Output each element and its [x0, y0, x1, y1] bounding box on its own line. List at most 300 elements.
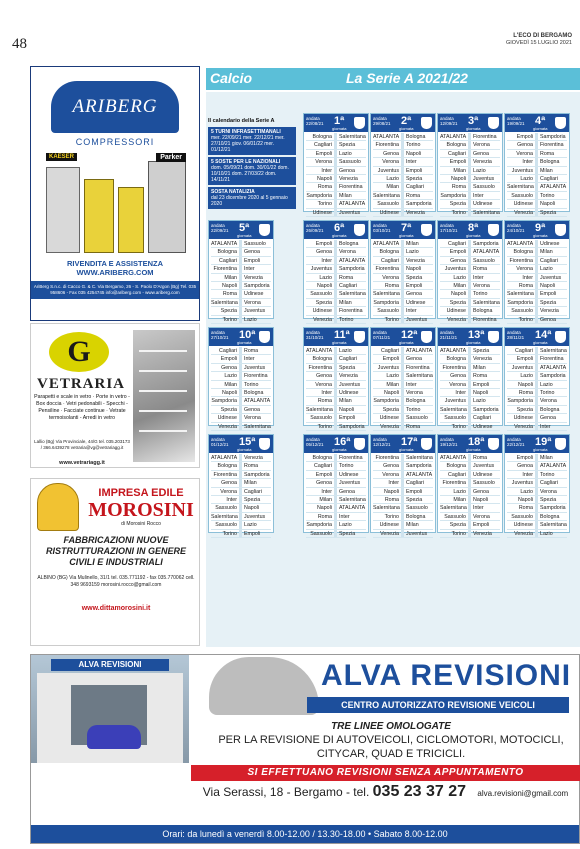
- fixture-row: [373, 200, 433, 208]
- fixture-row: [440, 248, 500, 256]
- away-team: Genoa: [540, 415, 556, 422]
- away-team: Cagliari: [339, 356, 357, 363]
- fixture-row: [306, 167, 366, 175]
- home-team: Verona: [516, 266, 533, 273]
- home-team: Venezia: [218, 423, 237, 430]
- giornata-label: giornata: [399, 233, 414, 238]
- fixture-row: [507, 355, 567, 363]
- away-team: Empoli: [406, 282, 423, 289]
- home-team: Roma: [222, 291, 237, 298]
- team-crest-icon: [555, 331, 566, 343]
- fixture-row: [440, 381, 500, 389]
- home-team: Roma: [384, 282, 399, 289]
- away-team: Cagliari: [406, 480, 424, 487]
- giornata-label: giornata: [533, 447, 548, 452]
- giornata-label: giornata: [533, 233, 548, 238]
- away-team: Juventus: [244, 513, 266, 520]
- matchday-date: andata 12/09/21: [440, 116, 458, 126]
- matchday-header: [304, 114, 368, 132]
- away-team: Empoli: [406, 167, 423, 174]
- home-team: Bologna: [217, 463, 237, 470]
- fixture-row: [306, 192, 366, 200]
- home-team: Fiorentina: [509, 257, 533, 264]
- fixture-row: [507, 248, 567, 256]
- matchday-header: [371, 435, 435, 453]
- fixture-row: [373, 454, 433, 462]
- matchday-header: [505, 114, 569, 132]
- fixture-row: [507, 521, 567, 529]
- fixture-row: [211, 389, 271, 397]
- home-team: Salernitana: [373, 192, 400, 199]
- away-team: Napoli: [406, 266, 422, 273]
- away-team: Salernitana: [339, 291, 366, 298]
- garage-photo: [31, 655, 189, 763]
- matchday-number: 13ª: [468, 329, 485, 341]
- home-team: Sassuolo: [310, 291, 332, 298]
- away-team: Sampdoria: [540, 505, 566, 512]
- morosini-owner: di Morosini Rocco: [121, 521, 161, 527]
- away-team: Cagliari: [540, 175, 558, 182]
- away-team: Verona: [540, 488, 557, 495]
- matchday-header: [304, 328, 368, 346]
- morosini-head: IMPRESA EDILE: [98, 487, 184, 499]
- section-label: Calcio: [210, 70, 253, 86]
- matchday-number: 12ª: [401, 329, 418, 341]
- matchday-card: [303, 220, 369, 323]
- fixture-row: [211, 355, 271, 363]
- home-team: Venezia: [313, 316, 332, 323]
- home-team: Udinese: [513, 201, 533, 208]
- home-team: Fiorentina: [442, 364, 466, 371]
- home-team: Torino: [451, 423, 466, 430]
- home-team: Salernitana: [211, 513, 238, 520]
- away-team: Napoli: [339, 406, 355, 413]
- away-team: Cagliari: [339, 282, 357, 289]
- fixture-row: [507, 183, 567, 191]
- home-team: Spezia: [220, 308, 237, 315]
- matchday-number: 10ª: [239, 329, 256, 341]
- giornata-label: giornata: [332, 233, 347, 238]
- giornata-label: giornata: [237, 447, 252, 452]
- home-team: Spezia: [449, 201, 466, 208]
- home-team: Napoli: [517, 381, 533, 388]
- home-team: Cagliari: [381, 257, 399, 264]
- home-team: Lazio: [453, 274, 466, 281]
- matchday-date: andata 29/08/21: [373, 116, 391, 126]
- fixture-row: [373, 158, 433, 166]
- fixture-row: [211, 290, 271, 298]
- away-team: Napoli: [540, 201, 556, 208]
- home-team: Roma: [451, 184, 466, 191]
- home-team: Empoli: [449, 249, 466, 256]
- away-team: Cagliari: [244, 488, 262, 495]
- worker-icon: [37, 483, 79, 531]
- fixture-row: [373, 257, 433, 265]
- home-team: Sassuolo: [215, 522, 237, 529]
- fixture-row: [306, 257, 366, 265]
- alva-address: Via Serassi, 18 - Bergamo - tel. 035 23 37 27 alva.revisioni@gmail.com: [202, 783, 569, 800]
- away-team: Milan: [540, 455, 553, 461]
- vintage-car-image: [209, 657, 319, 715]
- away-team: Spezia: [244, 496, 261, 503]
- giornata-label: giornata: [399, 126, 414, 131]
- home-team: Inter: [388, 480, 399, 487]
- garage-sign: ALVA REVISIONI: [51, 659, 169, 671]
- away-team: Fiorentina: [339, 184, 363, 191]
- away-team: Genoa: [339, 488, 355, 495]
- away-team: Fiorentina: [540, 356, 564, 363]
- fixture-row: [373, 282, 433, 290]
- away-team: Venezia: [244, 274, 263, 281]
- fixture-row: [440, 462, 500, 470]
- home-team: Inter: [321, 488, 332, 495]
- team-crest-icon: [488, 117, 499, 129]
- fixture-row: [440, 141, 500, 149]
- fixture-row: [373, 355, 433, 363]
- matchday-card: [370, 220, 436, 323]
- matchday-date: andata 01/12/21: [211, 437, 229, 447]
- home-team: Udinese: [379, 522, 399, 529]
- fixture-row: [306, 504, 366, 512]
- fixture-row: [211, 381, 271, 389]
- home-team: Napoli: [221, 282, 237, 289]
- away-team: Bologna: [406, 398, 426, 405]
- alva-ad[interactable]: [30, 654, 580, 844]
- fixture-row: [440, 192, 500, 200]
- fixture-row: [211, 248, 271, 256]
- fixture-row: [306, 290, 366, 298]
- home-team: Bologna: [312, 356, 332, 363]
- home-team: Verona: [315, 381, 332, 388]
- giornata-label: giornata: [533, 126, 548, 131]
- matchday-header: [371, 328, 435, 346]
- away-team: Juventus: [244, 308, 266, 315]
- fixture-row: [211, 462, 271, 470]
- fixture-row: [507, 504, 567, 512]
- vetraria-ad[interactable]: [30, 323, 200, 468]
- home-team: Salernitana: [507, 291, 534, 298]
- fixture-row: [306, 175, 366, 183]
- away-team: Sampdoria: [406, 201, 432, 208]
- home-team: Salernitana: [373, 505, 400, 512]
- fixture-row: [306, 372, 366, 380]
- away-team: Genoa: [540, 316, 556, 323]
- fixture-row: [507, 513, 567, 521]
- fixture-row: [507, 530, 567, 538]
- away-team: Milan: [406, 522, 419, 529]
- fixture-row: [373, 414, 433, 422]
- away-team: Cagliari: [406, 184, 424, 191]
- home-team: Empoli: [516, 134, 533, 140]
- fixture-row: [306, 471, 366, 479]
- matchday-header: [438, 328, 502, 346]
- fixture-row: [373, 423, 433, 431]
- matchday-header: [209, 435, 273, 453]
- fixture-row: [507, 454, 567, 462]
- away-team: Salernitana: [473, 299, 500, 306]
- home-team: Torino: [222, 316, 237, 323]
- ariberg-website[interactable]: WWW.ARIBERG.COM: [76, 268, 154, 277]
- away-team: Udinese: [473, 423, 493, 430]
- home-team: Venezia: [514, 209, 533, 216]
- home-team: ATALANTA: [211, 455, 238, 461]
- away-team: Milan: [540, 167, 553, 174]
- giornata-label: giornata: [332, 126, 347, 131]
- home-team: Verona: [382, 274, 399, 281]
- matchday-header: [304, 221, 368, 239]
- away-team: ATALANTA: [244, 398, 271, 405]
- home-team: Lazio: [520, 175, 533, 182]
- fixture-row: [211, 423, 271, 431]
- fixture-row: [211, 479, 271, 487]
- fixture-row: [440, 265, 500, 273]
- away-team: Udinese: [339, 471, 359, 478]
- away-team: Verona: [406, 389, 423, 396]
- matchday-date: andata 26/09/21: [306, 223, 324, 233]
- away-team: Milan: [473, 364, 486, 371]
- matchday-header: [371, 221, 435, 239]
- team-crest-icon: [555, 117, 566, 129]
- home-team: Napoli: [450, 175, 466, 182]
- away-team: Sampdoria: [244, 282, 270, 289]
- away-team: Salernitana: [540, 522, 567, 529]
- home-team: Torino: [384, 513, 399, 520]
- fixture-row: [507, 496, 567, 504]
- team-crest-icon: [488, 438, 499, 450]
- morosini-ad[interactable]: [30, 478, 200, 646]
- matchday-date: andata 19/09/21: [507, 116, 525, 126]
- away-team: Bologna: [540, 406, 560, 413]
- away-team: Roma: [406, 192, 421, 199]
- fixture-row: [507, 192, 567, 200]
- fixture-row: [507, 397, 567, 405]
- home-team: Genoa: [383, 463, 399, 470]
- home-team: Lazio: [386, 175, 399, 182]
- home-team: ATALANTA: [440, 348, 467, 354]
- away-team: Sampdoria: [540, 134, 566, 140]
- fixture-row: [440, 479, 500, 487]
- away-team: Empoli: [339, 415, 356, 422]
- fixture-row: [211, 347, 271, 355]
- away-team: Lazio: [339, 348, 352, 354]
- matchday-card: [504, 434, 570, 537]
- away-team: Lazio: [339, 522, 352, 529]
- team-crest-icon: [259, 331, 270, 343]
- away-team: Spezia: [406, 175, 423, 182]
- home-team: Cagliari: [448, 241, 466, 247]
- away-team: Bologna: [339, 241, 359, 247]
- fixture-row: [507, 282, 567, 290]
- matchday-number: 2ª: [401, 115, 412, 127]
- alva-hours: Orari: da lunedì a venerdì 8.00-12.00 / 13.30-18.00 • Sabato 8.00-12.00: [31, 825, 579, 843]
- away-team: ATALANTA: [473, 249, 500, 256]
- home-team: Milan: [224, 274, 237, 281]
- away-team: Lazio: [244, 316, 257, 323]
- away-team: Roma: [244, 463, 259, 470]
- fixture-row: [306, 462, 366, 470]
- fixture-row: [306, 397, 366, 405]
- matchday-date: andata 12/12/21: [373, 437, 391, 447]
- fixture-row: [306, 183, 366, 191]
- away-team: Juventus: [540, 274, 562, 281]
- fixture-row: [440, 454, 500, 462]
- matchday-date: andata 24/10/21: [507, 223, 525, 233]
- away-team: Roma: [473, 373, 488, 380]
- away-team: Empoli: [473, 381, 490, 388]
- matchday-number: 1ª: [334, 115, 345, 127]
- home-team: Fiorentina: [375, 142, 399, 149]
- fixture-row: [440, 158, 500, 166]
- home-team: Fiorentina: [308, 364, 332, 371]
- home-team: Udinese: [513, 522, 533, 529]
- fixture-row: [306, 414, 366, 422]
- home-team: Torino: [317, 423, 332, 430]
- fixture-row: [211, 316, 271, 324]
- away-team: Salernitana: [406, 373, 433, 380]
- away-team: Genoa: [244, 406, 260, 413]
- home-team: Sassuolo: [215, 505, 237, 512]
- fixture-row: [306, 389, 366, 397]
- home-team: Napoli: [316, 282, 332, 289]
- vetraria-website[interactable]: www.vetrariagg.it: [59, 460, 105, 466]
- home-team: Genoa: [450, 373, 466, 380]
- home-team: Roma: [518, 282, 533, 289]
- matchday-header: [505, 435, 569, 453]
- away-team: Lazio: [339, 150, 352, 157]
- away-team: Udinese: [406, 299, 426, 306]
- fixture-row: [507, 158, 567, 166]
- fixture-row: [211, 282, 271, 290]
- away-team: Spezia: [540, 299, 557, 306]
- home-team: Empoli: [315, 241, 332, 247]
- away-team: Fiorentina: [473, 134, 497, 140]
- morosini-website[interactable]: www.dittamorosini.it: [81, 605, 151, 612]
- home-team: Milan: [453, 167, 466, 174]
- home-team: Roma: [317, 184, 332, 191]
- fixture-row: [373, 183, 433, 191]
- glass-stairs-image: [133, 330, 195, 462]
- home-team: Empoli: [516, 356, 533, 363]
- away-team: Inter: [473, 192, 484, 199]
- away-team: Spezia: [473, 348, 490, 354]
- matchday-card: [208, 327, 274, 430]
- fixture-row: [440, 364, 500, 372]
- fixture-row: [373, 504, 433, 512]
- home-team: Fiorentina: [375, 455, 399, 461]
- ariberg-contacts: AriBerg S.n.c. di Cacco G. & C. Via Bergamo, 26 - S. Paolo D'Argon (Bg) Tel. 035 958606 - Fax 035 4254745 info@ariberg.com - www.ariberg.com: [31, 281, 199, 299]
- matchday-card: [437, 220, 503, 323]
- fixture-row: [211, 488, 271, 496]
- home-team: Genoa: [383, 150, 399, 157]
- fixture-row: [507, 364, 567, 372]
- away-team: Torino: [540, 192, 555, 199]
- fixture-row: [440, 200, 500, 208]
- matchday-date: andata 22/09/21: [211, 223, 229, 233]
- matchday-date: andata 21/11/21: [440, 330, 458, 340]
- fixture-row: [306, 381, 366, 389]
- matchday-number: 9ª: [535, 222, 546, 234]
- home-team: ATALANTA: [440, 455, 467, 461]
- matchday-card: [437, 434, 503, 537]
- away-team: Torino: [406, 406, 421, 413]
- away-team: Fiorentina: [244, 373, 268, 380]
- home-team: Venezia: [514, 423, 533, 430]
- away-team: Sassuolo: [339, 159, 361, 166]
- away-team: Sampdoria: [406, 463, 432, 470]
- away-team: Napoli: [473, 496, 489, 503]
- away-team: Torino: [540, 389, 555, 396]
- home-team: Napoli: [383, 389, 399, 396]
- away-team: Napoli: [244, 505, 260, 512]
- fixture-row: [507, 389, 567, 397]
- home-team: Sassuolo: [444, 415, 466, 422]
- fixture-row: [507, 372, 567, 380]
- publication-date: GIOVEDÌ 15 LUGLIO 2021: [505, 40, 572, 46]
- fixture-row: [373, 141, 433, 149]
- vetraria-address: Lallio (Bg) Via Provinciale, 44/G tel. 035.203173 / 366.6439278 vetraria@vg@vetrariagg.it: [34, 439, 130, 450]
- alva-lines: TRE LINEE OMOLOGATE: [331, 721, 451, 732]
- alva-phone[interactable]: 035 23 37 27: [372, 783, 467, 800]
- fixture-row: [373, 530, 433, 538]
- fixture-row: [507, 240, 567, 248]
- away-team: Milan: [540, 249, 553, 256]
- fixture-row: [373, 248, 433, 256]
- away-team: Genoa: [406, 291, 422, 298]
- fixture-row: [373, 150, 433, 158]
- fixture-row: [440, 530, 500, 538]
- away-team: Lazio: [473, 167, 486, 174]
- home-team: Fiorentina: [213, 266, 237, 273]
- vetraria-name: VETRARIA: [36, 376, 125, 392]
- home-team: Lazio: [520, 373, 533, 380]
- ariberg-ad[interactable]: [30, 66, 200, 321]
- home-team: ATALANTA: [507, 241, 534, 247]
- matchday-card: [504, 220, 570, 323]
- home-team: Sampdoria: [373, 398, 399, 405]
- team-crest-icon: [354, 224, 365, 236]
- away-team: ATALANTA: [540, 184, 567, 191]
- fixture-row: [507, 479, 567, 487]
- home-team: Milan: [386, 184, 399, 191]
- fixture-row: [211, 471, 271, 479]
- away-team: Fiorentina: [473, 316, 497, 323]
- away-team: Juventus: [339, 480, 361, 487]
- fixture-row: [306, 521, 366, 529]
- fixture-row: [211, 274, 271, 282]
- fixture-row: [440, 240, 500, 248]
- home-team: Genoa: [450, 257, 466, 264]
- fixture-row: [373, 513, 433, 521]
- home-team: Empoli: [220, 356, 237, 363]
- giornata-label: giornata: [466, 340, 481, 345]
- alva-email[interactable]: alva.revisioni@gmail.com: [477, 789, 569, 798]
- home-team: ATALANTA: [373, 134, 400, 140]
- home-team: Milan: [386, 381, 399, 388]
- home-team: Genoa: [517, 463, 533, 470]
- home-team: Genoa: [316, 373, 332, 380]
- home-team: Napoli: [221, 389, 237, 396]
- away-team: Sampdoria: [540, 373, 566, 380]
- matchday-header: [438, 221, 502, 239]
- home-team: Udinese: [312, 308, 332, 315]
- away-team: Spezia: [540, 496, 557, 503]
- home-team: Bologna: [379, 249, 399, 256]
- home-team: Sampdoria: [211, 398, 237, 405]
- home-team: Sampdoria: [373, 299, 399, 306]
- matchday-number: 8ª: [468, 222, 479, 234]
- matchday-date: andata 27/10/21: [211, 330, 229, 340]
- matchday-card: [303, 434, 369, 537]
